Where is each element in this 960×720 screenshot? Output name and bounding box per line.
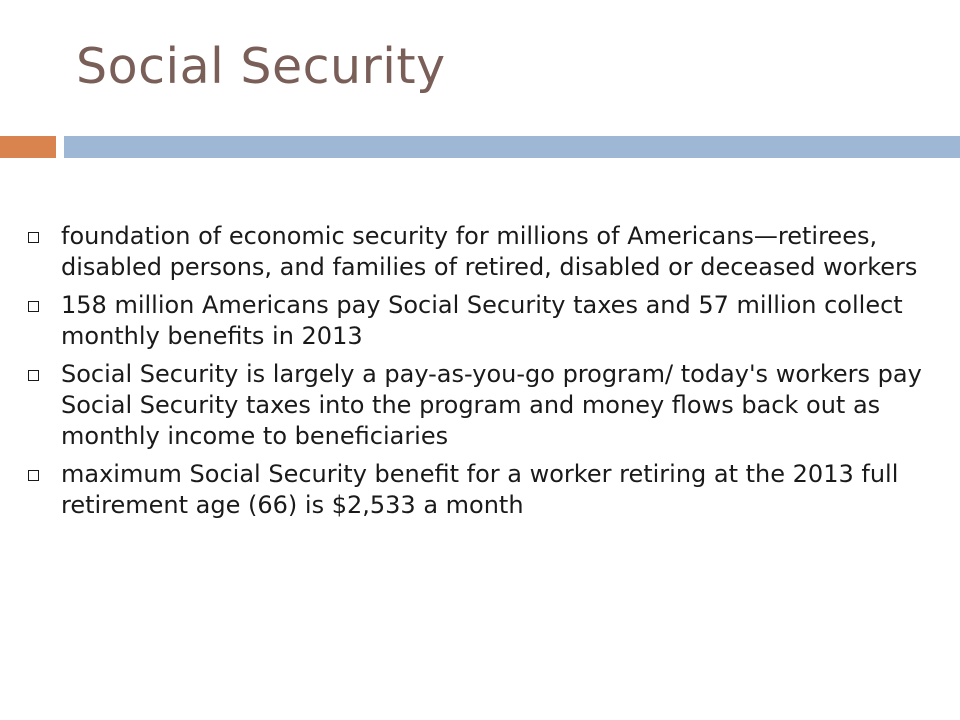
square-bullet-icon bbox=[28, 370, 39, 381]
square-bullet-icon bbox=[28, 232, 39, 243]
bullet-text: 158 million Americans pay Social Security taxes and 57 million collect monthly benefits in 2013 bbox=[61, 291, 903, 350]
title-accent-bar bbox=[0, 136, 56, 158]
square-bullet-icon bbox=[28, 470, 39, 481]
bullet-list bbox=[24, 221, 924, 528]
bullet-item bbox=[24, 359, 924, 452]
bullet-text: foundation of economic security for millions of Americans—retirees, disabled persons, and families of retired, disabled or deceased workers bbox=[61, 222, 918, 281]
bullet-item bbox=[24, 459, 924, 521]
bullet-text: maximum Social Security benefit for a worker retiring at the 2013 full retirement age (66) is $2,533 a month bbox=[61, 460, 899, 519]
bullet-item bbox=[24, 221, 924, 283]
title-divider-bar bbox=[64, 136, 960, 158]
bullet-item bbox=[24, 290, 924, 352]
bullet-text: Social Security is largely a pay-as-you-go program/ today's workers pay Social Security taxes into the program and money flows back out as monthly income to beneficiaries bbox=[61, 360, 922, 450]
square-bullet-icon bbox=[28, 301, 39, 312]
slide-title: Social Security bbox=[76, 38, 446, 95]
